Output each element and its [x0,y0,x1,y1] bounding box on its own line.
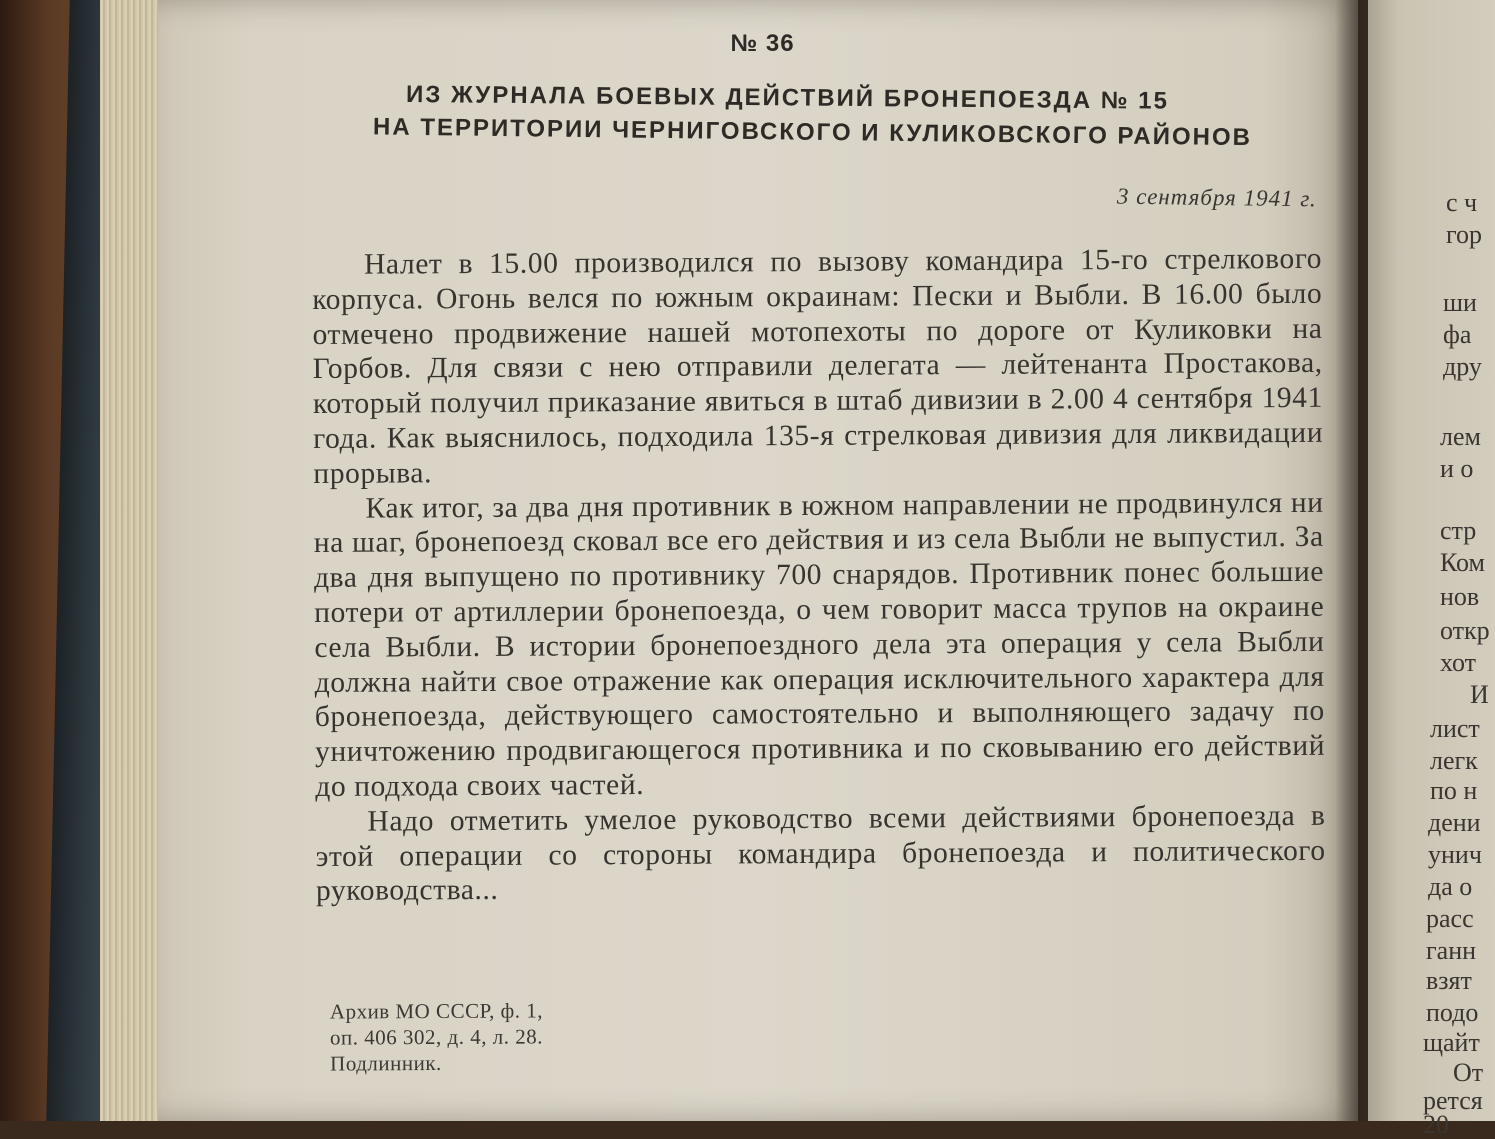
next-page-text-fragment: щайт [1423,1028,1480,1057]
next-page-text-fragment: расс [1426,904,1474,933]
next-page-text-fragment: взят [1426,966,1472,995]
next-page-text-fragment: легк [1430,746,1478,775]
next-page-text-fragment: подо [1426,998,1479,1027]
next-page-text-fragment: 20 [1423,1110,1449,1139]
archive-line-3: Подлинник. [330,1050,442,1076]
next-page-text-fragment: стр [1440,516,1477,545]
next-page-text-fragment: Ком [1440,548,1486,577]
paragraph-3: Надо отметить умелое руководство всеми действиями бронепоезда в этой операции со стороны командира бронепоезда и политического руководства... [315,799,1326,908]
next-page-text-fragment: унич [1428,840,1482,869]
document-title-line-2: НА ТЕРРИТОРИИ ЧЕРНИГОВСКОГО И КУЛИКОВСКОГО РАЙОНОВ [372,113,1253,152]
next-page-text-fragment: фа [1443,320,1472,349]
next-page-text-fragment: и о [1440,454,1474,483]
archive-line-2: оп. 406 302, д. 4, л. 28. [329,1024,543,1050]
next-page-text-fragment: по н [1430,776,1478,805]
next-page-text-fragment: лем [1440,422,1481,451]
archive-reference [330,997,543,1076]
paragraph-1: Налет в 15.00 производился по вызову командира 15-го стрелкового корпуса. Огонь велся по южным окраинам: Пески и Выбли. В 16.00 было отмечено продвижение нашей мотопехоты по дороге от Куликовки на Горбов. Для связи с нею отправили делегата — лейтенанта Простакова, который получил приказание явиться в штаб дивизии в 2.00 4 сентября 1941 года. Как выяснилось, подходила 135-я стрелковая дивизия для ликвидации прорыва. [312,242,1324,490]
next-page-text-fragment: да о [1428,872,1473,901]
next-page-text-fragment: дру [1443,352,1482,381]
document-title-line-1: ИЗ ЖУРНАЛА БОЕВЫХ ДЕЙСТВИЙ БРОНЕПОЕЗДА № 15 [406,81,1169,115]
next-page-text-fragment: гор [1446,220,1483,249]
paragraph-2: Как итог, за два дня противник в южном направлении не продвинулся ни на шаг, бронепоезд сковал все его действия и из села Выбли не выпустил. За два дня выпущено по противнику 700 снарядов. Противник понес большие потери от артиллерии бронепоезда, о чем говорит масса трупов на окраине села Выбли. В истории бронепоездного дела эта операция у села Выбли должна найти свое отражение как операция исключительного характера для бронепоезда, действующего самостоятельно и выполняющего задачу по уничтожению продвигающегося противника и по сковыванию его действий до подхода своих частей. [313,486,1326,803]
next-page-text-fragment: ганн [1426,936,1477,965]
next-page-text-fragment: нов [1440,582,1480,611]
document-body [312,242,1326,909]
next-page-text-fragment: От [1453,1058,1484,1087]
document-date: 3 сентября 1941 г. [1117,183,1318,212]
next-page-text-fragment: ши [1443,288,1477,317]
next-page-text-fragment: лист [1430,714,1480,743]
next-page-text-fragment: с ч [1446,188,1478,217]
next-page-text-fragment: рется [1423,1086,1483,1115]
next-page-text-fragment: И [1470,680,1489,709]
document-number: № 36 [730,30,795,57]
next-page-text-fragment: хот [1440,648,1477,677]
next-page [1368,0,1495,1139]
next-page-text-fragment: откр [1440,616,1490,645]
archive-line-1: Архив МО СССР, ф. 1, [329,998,544,1024]
next-page-text-fragment: дени [1428,808,1481,837]
